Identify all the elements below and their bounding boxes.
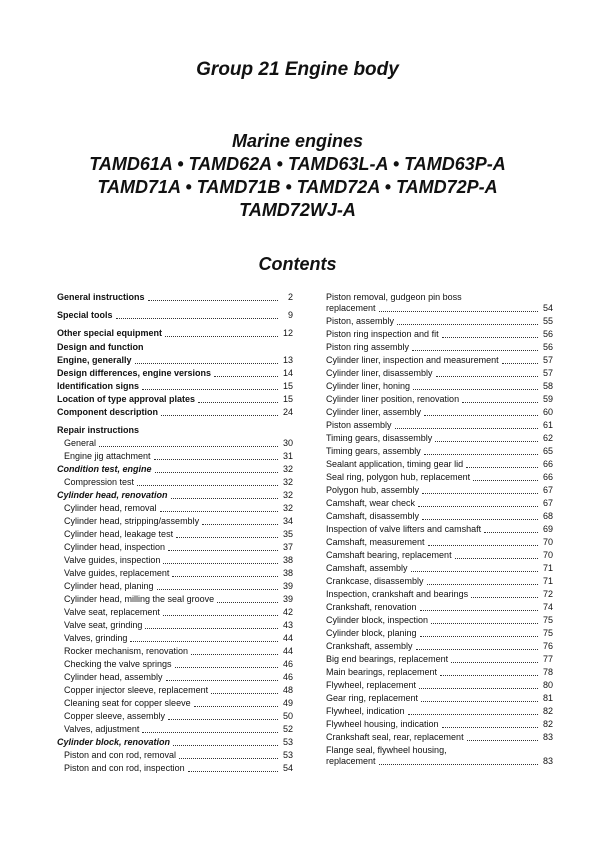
toc-entry-page: 15 [282, 394, 293, 404]
toc-entry[interactable] [57, 381, 293, 392]
toc-entry-label: Cylinder liner, disassembly [326, 368, 433, 378]
toc-entry[interactable] [57, 542, 293, 553]
toc-entry[interactable] [326, 498, 553, 509]
toc-entry[interactable] [57, 750, 293, 761]
toc-entry-label: Cylinder head, inspection [64, 542, 166, 552]
toc-entry[interactable] [57, 355, 293, 366]
toc-entry-page: 70 [542, 550, 553, 560]
toc-entry-page: 31 [282, 451, 293, 461]
toc-entry[interactable] [57, 724, 293, 735]
toc-entry-label: Design and function [57, 342, 144, 352]
dot-leader [198, 394, 278, 403]
dot-leader [471, 589, 538, 598]
toc-entry-label: Cleaning seat for copper sleeve [64, 698, 191, 708]
toc-entry-page: 80 [542, 680, 553, 690]
toc-entry-label: Piston, assembly [326, 316, 395, 326]
toc-entry[interactable] [326, 602, 553, 613]
toc-entry-page: 71 [542, 576, 553, 586]
toc-entry-label: Flywheel, replacement [326, 680, 417, 690]
toc-entry-label: Camshaft, measurement [326, 537, 425, 547]
toc-entry[interactable] [326, 485, 553, 496]
toc-entry[interactable] [57, 407, 293, 418]
toc-entry-page: 82 [542, 719, 553, 729]
toc-entry[interactable] [326, 342, 553, 353]
toc-entry-page: 46 [282, 672, 293, 682]
toc-entry[interactable] [326, 680, 553, 691]
toc-entry-page: 38 [282, 568, 293, 578]
toc-entry[interactable] [326, 576, 553, 587]
toc-entry-page: 35 [282, 529, 293, 539]
toc-entry-page: 69 [542, 524, 553, 534]
toc-entry-label: Engine jig attachment [64, 451, 151, 461]
toc-entry-label: Valve seat, replacement [64, 607, 160, 617]
toc-entry[interactable] [57, 646, 293, 657]
toc-entry-page: 56 [542, 329, 553, 339]
toc-entry[interactable] [326, 706, 553, 717]
dot-leader [160, 503, 278, 512]
subtitle-line-4: TAMD72WJ-A [239, 200, 356, 220]
toc-entry[interactable] [326, 472, 553, 483]
toc-entry[interactable] [326, 292, 553, 314]
dot-leader [157, 581, 278, 590]
toc-entry[interactable] [57, 292, 293, 303]
toc-entry-page: 37 [282, 542, 293, 552]
toc-entry-page: 52 [282, 724, 293, 734]
subtitle-line-3: TAMD71A • TAMD71B • TAMD72A • TAMD72P-A [97, 177, 498, 197]
toc-entry-page: 68 [542, 511, 553, 521]
toc-entry-page: 53 [282, 737, 293, 747]
toc-entry-label: Cylinder head, stripping/assembly [64, 516, 200, 526]
toc-entry-page: 54 [282, 763, 293, 773]
dot-leader [440, 667, 538, 676]
toc-entry[interactable] [326, 394, 553, 405]
toc-entry[interactable] [57, 328, 293, 339]
dot-leader [431, 615, 538, 624]
toc-entry-page: 13 [282, 355, 293, 365]
toc-entry-label: Cylinder liner position, renovation [326, 394, 460, 404]
toc-entry-page: 42 [282, 607, 293, 617]
toc-entry[interactable] [57, 464, 293, 475]
toc-entry[interactable] [57, 568, 293, 579]
dot-leader [135, 355, 278, 364]
subtitle-line-2: TAMD61A • TAMD62A • TAMD63L-A • TAMD63P-A [89, 154, 506, 174]
dot-leader [411, 563, 538, 572]
dot-leader [473, 472, 538, 481]
dot-leader [412, 342, 538, 351]
toc-entry-label: Cylinder block, inspection [326, 615, 429, 625]
toc-entry-page: 76 [542, 641, 553, 651]
dot-leader [163, 607, 278, 616]
dot-leader [214, 368, 278, 377]
toc-entry-label: Valves, adjustment [64, 724, 140, 734]
toc-entry[interactable] [57, 581, 293, 592]
toc-entry-page: 67 [542, 498, 553, 508]
dot-leader [176, 529, 278, 538]
dot-leader [421, 693, 538, 702]
toc-entry[interactable] [57, 368, 293, 379]
toc-entry-label: Polygon hub, assembly [326, 485, 420, 495]
toc-entry-page: 66 [542, 472, 553, 482]
toc-entry-page: 44 [282, 646, 293, 656]
toc-entry[interactable] [326, 407, 553, 418]
toc-entry[interactable] [57, 477, 293, 488]
toc-entry[interactable] [57, 698, 293, 709]
toc-entry-label: Gear ring, replacement [326, 693, 419, 703]
toc-entry-page: 56 [542, 342, 553, 352]
toc-entry[interactable] [326, 368, 553, 379]
toc-entry-page: 43 [282, 620, 293, 630]
dot-leader [424, 446, 538, 455]
toc-entry-label: Crankshaft, assembly [326, 641, 413, 651]
dot-leader [154, 451, 278, 460]
dot-leader [171, 490, 278, 499]
dot-leader [484, 524, 538, 533]
dot-leader [413, 381, 538, 390]
toc-entry-page: 55 [542, 316, 553, 326]
toc-entry[interactable] [57, 516, 293, 527]
dot-leader [502, 355, 538, 364]
toc-column-right [326, 292, 553, 767]
dot-leader [419, 680, 538, 689]
dot-leader [173, 737, 278, 746]
dot-leader [191, 646, 278, 655]
dot-leader [466, 459, 538, 468]
toc-entry-label: Identification signs [57, 381, 140, 391]
toc-entry-page: 75 [542, 615, 553, 625]
toc-entry-label: Cylinder liner, inspection and measurement [326, 355, 499, 365]
dot-leader [148, 292, 278, 301]
toc-entry-page: 61 [542, 420, 553, 430]
toc-entry-label-line: Piston removal, gudgeon pin boss [326, 292, 462, 302]
toc-entry-label: Big end bearings, replacement [326, 654, 449, 664]
toc-entry[interactable] [326, 420, 553, 431]
toc-entry[interactable] [326, 459, 553, 470]
toc-entry-label: Crankcase, disassembly [326, 576, 424, 586]
dot-leader [194, 698, 278, 707]
dot-leader [420, 602, 538, 611]
toc-entry-label: Flywheel housing, indication [326, 719, 439, 729]
toc-entry[interactable] [57, 490, 293, 501]
toc-entry-label: Location of type approval plates [57, 394, 196, 404]
toc-entry-label: Timing gears, assembly [326, 446, 421, 456]
toc-entry-page: 39 [282, 594, 293, 604]
dot-leader [142, 724, 278, 733]
toc-entry-label: Checking the valve springs [64, 659, 172, 669]
toc-entry[interactable] [57, 451, 293, 462]
dot-leader [435, 433, 538, 442]
toc-entry-page: 59 [542, 394, 553, 404]
toc-column-left [57, 292, 293, 774]
dot-leader [451, 654, 538, 663]
toc-entry-page: 50 [282, 711, 293, 721]
toc-entry[interactable] [326, 511, 553, 522]
toc-entry-page: 77 [542, 654, 553, 664]
toc-entry-page: 2 [287, 292, 293, 302]
toc-entry-page: 15 [282, 381, 293, 391]
toc-entry[interactable] [57, 310, 293, 321]
toc-entry-label: Component description [57, 407, 158, 417]
toc-entry-label: Copper sleeve, assembly [64, 711, 166, 721]
toc-entry-label: General instructions [57, 292, 145, 302]
toc-entry-page: 46 [282, 659, 293, 669]
toc-entry-page: 75 [542, 628, 553, 638]
toc-entry[interactable] [57, 711, 293, 722]
toc-entry-page: 57 [542, 355, 553, 365]
toc-entry[interactable] [326, 615, 553, 626]
toc-entry[interactable] [326, 641, 553, 652]
toc-entry[interactable] [326, 433, 553, 444]
toc-entry-page: 32 [282, 477, 293, 487]
toc-entry-label: Cylinder liner, honing [326, 381, 411, 391]
toc-entry-label: Crankshaft seal, rear, replacement [326, 732, 464, 742]
dot-leader [163, 555, 278, 564]
toc-entry-label: Cylinder head, planing [64, 581, 154, 591]
dot-leader [168, 711, 278, 720]
toc-entry-label: Camshaft bearing, replacement [326, 550, 452, 560]
dot-leader [211, 685, 278, 694]
dot-leader [408, 706, 538, 715]
dot-leader [442, 719, 538, 728]
dot-leader [161, 407, 278, 416]
toc-entry-page: 62 [542, 433, 553, 443]
dot-leader [175, 659, 278, 668]
toc-entry-label: Copper injector sleeve, replacement [64, 685, 209, 695]
toc-entry[interactable] [326, 732, 553, 743]
toc-entry-label: Cylinder head, milling the seal groove [64, 594, 215, 604]
dot-leader [418, 498, 538, 507]
group-title: Group 21 Engine body [196, 59, 399, 80]
toc-entry-label: Valve guides, replacement [64, 568, 170, 578]
toc-entry-page: 72 [542, 589, 553, 599]
toc-entry-label: Timing gears, disassembly [326, 433, 433, 443]
dot-leader [416, 641, 538, 650]
dot-leader [172, 568, 278, 577]
toc-entry[interactable] [326, 667, 553, 678]
toc-entry-page: 38 [282, 555, 293, 565]
toc-entry-page: 39 [282, 581, 293, 591]
dot-leader [420, 628, 538, 637]
toc-entry[interactable] [326, 589, 553, 600]
toc-entry[interactable] [57, 763, 293, 774]
toc-entry-label: Condition test, engine [57, 464, 152, 474]
toc-entry[interactable] [326, 316, 553, 327]
dot-leader [179, 750, 278, 759]
dot-leader [217, 594, 278, 603]
dot-leader [168, 542, 278, 551]
toc-entry[interactable] [326, 355, 553, 366]
toc-entry[interactable] [326, 719, 553, 730]
toc-entry[interactable] [326, 628, 553, 639]
toc-entry-label: Inspection, crankshaft and bearings [326, 589, 469, 599]
toc-entry[interactable] [57, 594, 293, 605]
toc-entry-page: 78 [542, 667, 553, 677]
toc-entry-page: 57 [542, 368, 553, 378]
toc-entry-label: Sealant application, timing gear lid [326, 459, 464, 469]
dot-leader [99, 438, 278, 447]
toc-entry-label: Cylinder block, planing [326, 628, 417, 638]
dot-leader [455, 550, 538, 559]
dot-leader [137, 477, 278, 486]
toc-entry-label: Cylinder head, leakage test [64, 529, 174, 539]
toc-entry[interactable] [57, 659, 293, 670]
toc-entry[interactable] [57, 342, 293, 353]
toc-entry-label: Cylinder liner, assembly [326, 407, 422, 417]
toc-entry-label: Cylinder head, removal [64, 503, 157, 513]
toc-entry-label: Cylinder head, assembly [64, 672, 163, 682]
toc-entry[interactable] [326, 524, 553, 535]
toc-entry-label: replacement [326, 303, 376, 313]
toc-entry-label: Repair instructions [57, 425, 140, 435]
toc-entry-label-line: Flange seal, flywheel housing, [326, 745, 447, 755]
toc-entry[interactable] [326, 693, 553, 704]
dot-leader [155, 464, 279, 473]
toc-entry-page: 30 [282, 438, 293, 448]
contents-heading: Contents [258, 254, 337, 274]
dot-leader [145, 620, 278, 629]
dot-leader [436, 368, 538, 377]
dot-leader [202, 516, 278, 525]
toc-entry-page: 32 [282, 464, 293, 474]
toc-entry-page: 70 [542, 537, 553, 547]
toc-entry[interactable] [326, 654, 553, 665]
toc-entry-label: Crankshaft, renovation [326, 602, 417, 612]
dot-leader [130, 633, 278, 642]
dot-leader [462, 394, 538, 403]
toc-entry-page: 53 [282, 750, 293, 760]
toc-entry-label: Flywheel, indication [326, 706, 405, 716]
toc-entry[interactable] [326, 537, 553, 548]
toc-entry-page: 34 [282, 516, 293, 526]
dot-leader [422, 485, 538, 494]
toc-entry-page: 60 [542, 407, 553, 417]
toc-entry-label: Inspection of valve lifters and camshaft [326, 524, 482, 534]
toc-entry-label: Piston ring assembly [326, 342, 410, 352]
dot-leader [188, 763, 278, 772]
toc-entry[interactable] [326, 446, 553, 457]
toc-entry[interactable] [57, 438, 293, 449]
toc-entry-label: Other special equipment [57, 328, 163, 338]
dot-leader [424, 407, 538, 416]
toc-entry-page: 12 [282, 328, 293, 338]
toc-entry-label: Engine, generally [57, 355, 132, 365]
dot-leader [397, 316, 538, 325]
toc-entry[interactable] [57, 620, 293, 631]
toc-entry-page: 65 [542, 446, 553, 456]
toc-entry-page: 32 [282, 503, 293, 513]
toc-entry-label: Cylinder head, renovation [57, 490, 168, 500]
dot-leader [427, 576, 538, 585]
toc-entry[interactable] [326, 563, 553, 574]
toc-entry-label: Valve guides, inspection [64, 555, 161, 565]
toc-entry-label: Main bearings, replacement [326, 667, 438, 677]
dot-leader [428, 537, 538, 546]
toc-entry-label: Valves, grinding [64, 633, 128, 643]
toc-entry-page: 83 [542, 732, 553, 742]
toc-entry-label: Seal ring, polygon hub, replacement [326, 472, 471, 482]
toc-entry-page: 58 [542, 381, 553, 391]
dot-leader [379, 756, 538, 765]
toc-entry-label: Piston and con rod, removal [64, 750, 177, 760]
toc-entry-page: 81 [542, 693, 553, 703]
toc-entry-label: Compression test [64, 477, 135, 487]
toc-entry-label: Rocker mechanism, renovation [64, 646, 189, 656]
toc-entry-page: 82 [542, 706, 553, 716]
toc-entry-label: Cylinder block, renovation [57, 737, 171, 747]
toc-entry[interactable] [57, 503, 293, 514]
toc-entry-page: 83 [542, 756, 553, 766]
toc-entry-label: Special tools [57, 310, 113, 320]
dot-leader [166, 672, 278, 681]
dot-leader [379, 303, 538, 312]
toc-entry-label: Piston ring inspection and fit [326, 329, 439, 339]
toc-entry[interactable] [326, 745, 553, 767]
toc-entry-page: 49 [282, 698, 293, 708]
toc-entry[interactable] [57, 425, 293, 436]
toc-entry-page: 32 [282, 490, 293, 500]
toc-entry-label: Piston and con rod, inspection [64, 763, 185, 773]
toc-entry-page: 66 [542, 459, 553, 469]
toc-entry[interactable] [326, 381, 553, 392]
dot-leader [467, 732, 538, 741]
toc-entry-page: 54 [542, 303, 553, 313]
dot-leader [442, 329, 538, 338]
toc-entry-label: Piston assembly [326, 420, 392, 430]
toc-entry-page: 14 [282, 368, 293, 378]
toc-entry-label: replacement [326, 756, 376, 766]
toc-entry-page: 9 [287, 310, 293, 320]
toc-entry-page: 24 [282, 407, 293, 417]
toc-entry-label: Design differences, engine versions [57, 368, 212, 378]
dot-leader [395, 420, 538, 429]
toc-entry[interactable] [57, 394, 293, 405]
toc-entry[interactable] [57, 607, 293, 618]
toc-entry-label: Camshaft, wear check [326, 498, 416, 508]
toc-entry-page: 71 [542, 563, 553, 573]
toc-entry-label: Valve seat, grinding [64, 620, 143, 630]
toc-entry[interactable] [57, 555, 293, 566]
toc-entry-label: General [64, 438, 97, 448]
toc-entry-label: Camshaft, disassembly [326, 511, 420, 521]
toc-entry[interactable] [57, 685, 293, 696]
toc-entry[interactable] [326, 329, 553, 340]
dot-leader [422, 511, 538, 520]
dot-leader [116, 310, 278, 319]
toc-entry[interactable] [57, 737, 293, 748]
subtitle-line-1: Marine engines [231, 131, 364, 151]
dot-leader [142, 381, 278, 390]
toc-entry[interactable] [326, 550, 553, 561]
toc-entry-label: Camshaft, assembly [326, 563, 408, 573]
toc-entry[interactable] [57, 529, 293, 540]
toc-entry[interactable] [57, 672, 293, 683]
toc-entry-page: 67 [542, 485, 553, 495]
toc-entry-page: 48 [282, 685, 293, 695]
toc-entry-page: 44 [282, 633, 293, 643]
toc-entry[interactable] [57, 633, 293, 644]
toc-entry-page: 74 [542, 602, 553, 612]
dot-leader [165, 328, 278, 337]
